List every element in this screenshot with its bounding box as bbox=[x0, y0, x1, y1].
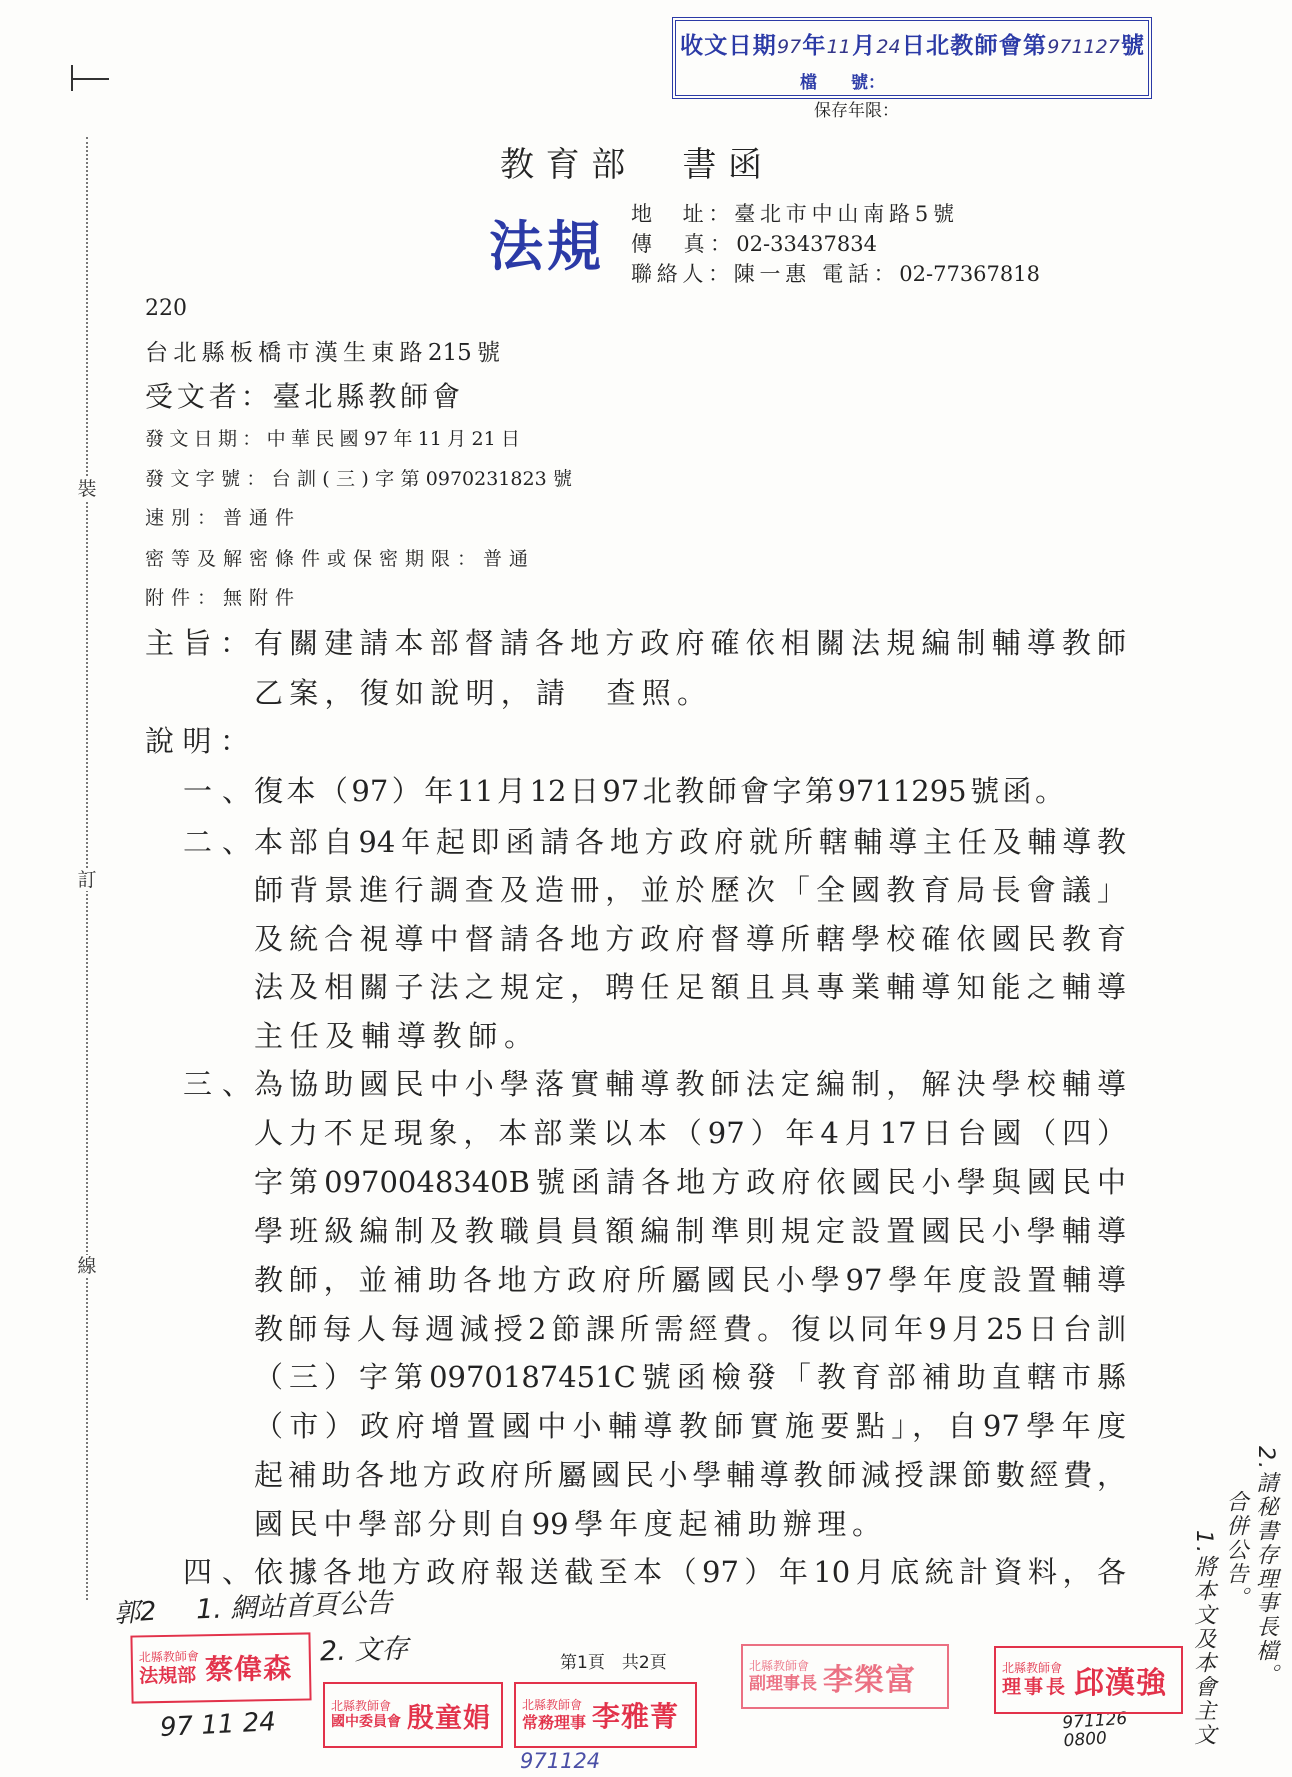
handwritten-date-right bbox=[1062, 1710, 1129, 1750]
item-line: （三）字第0970187451C號函檢發「教育部補助直轄市縣 bbox=[254, 1360, 1126, 1394]
seal-title: 常務理事 bbox=[522, 1712, 587, 1732]
receipt-day: 24 bbox=[876, 36, 901, 58]
receipt-year: 97 bbox=[776, 36, 802, 58]
receipt-stamp bbox=[672, 17, 1152, 99]
seal-org: 北縣教師會 bbox=[138, 1649, 199, 1665]
handwritten-initials: 郭2 bbox=[113, 1596, 158, 1630]
seal-left-column bbox=[139, 1650, 200, 1688]
handwritten-instruction-1: 1.將本文及本會主文 bbox=[1191, 1530, 1216, 1747]
receipt-year-unit: 年 bbox=[801, 33, 827, 59]
agency-contact: 聯絡人：陳一惠 電話：02-77367818 bbox=[631, 262, 1040, 286]
postal-code: 220 bbox=[145, 296, 187, 321]
seal-title: 理事長 bbox=[1002, 1675, 1069, 1698]
seal-name: 邱漢強 bbox=[1074, 1666, 1168, 1701]
item-line: 人力不足現象，本部業以本（97）年4月17日台國（四） bbox=[254, 1116, 1126, 1150]
binding-mark-ding: 訂 bbox=[77, 869, 97, 891]
handwritten-date-right-time: 0800 bbox=[1063, 1728, 1108, 1752]
binding-mark-zhuang: 裝 bbox=[77, 478, 97, 500]
seal-name: 殷童娟 bbox=[407, 1702, 491, 1734]
delivery-speed: 速別：普通件 bbox=[145, 507, 294, 529]
item-line: （市）政府增置國中小輔導教師實施要點」，自97學年度 bbox=[254, 1409, 1126, 1443]
item-line: 主任及輔導教師。 bbox=[254, 1019, 533, 1053]
binding-mark-xian: 線 bbox=[77, 1255, 97, 1277]
item-number: 四、 bbox=[183, 1555, 251, 1589]
handwritten-instruction-2: 2.請秘書存理事長檔。 bbox=[1253, 1446, 1278, 1687]
receipt-date-line bbox=[680, 31, 1144, 62]
attachment: 附件：無附件 bbox=[145, 587, 294, 609]
receipt-day-unit: 日北教師會第 bbox=[900, 33, 1048, 59]
recipient-name: 受文者：臺北縣教師會 bbox=[145, 380, 460, 413]
item-line: 復本（97）年11月12日97北教師會字第9711295號函。 bbox=[254, 774, 1064, 808]
agency-address: 地 址：臺北市中山南路5號 bbox=[631, 202, 954, 226]
handwritten-note-archive: 2. 文存 bbox=[319, 1633, 409, 1668]
agency-fax: 傳 真：02-33437834 bbox=[631, 232, 877, 256]
page-number: 第1頁 共2頁 bbox=[560, 1653, 667, 1673]
seal-org: 北縣教師會 bbox=[1002, 1661, 1063, 1676]
subject-label: 主旨： bbox=[145, 626, 249, 660]
receipt-prefix: 收文日期 bbox=[680, 33, 777, 59]
recipient-address: 台北縣板橋市漢生東路215號 bbox=[145, 340, 500, 366]
corner-mark-horizontal bbox=[71, 78, 109, 80]
document-title: 教育部 書函 bbox=[500, 145, 762, 185]
issue-date: 發文日期：中華民國97年11月21日 bbox=[145, 428, 520, 450]
handwritten-date-bottom: 971124 bbox=[520, 1749, 601, 1773]
handwritten-date-right-day: 971126 bbox=[1061, 1708, 1128, 1734]
item-line: 本部自94年起即函請各地方政府就所轄輔導主任及輔導教 bbox=[254, 825, 1126, 859]
seal-vice-chairman bbox=[741, 1644, 949, 1709]
item-number: 三、 bbox=[183, 1067, 251, 1101]
receipt-number: 971127 bbox=[1047, 36, 1120, 58]
seal-title: 國中委員會 bbox=[331, 1713, 401, 1730]
seal-name: 李榮富 bbox=[823, 1662, 916, 1698]
item-line: 為協助國民中小學落實輔導教師法定編制，解決學校輔導 bbox=[254, 1067, 1126, 1101]
secrecy-level: 密等及解密條件或保密期限：普通 bbox=[145, 548, 528, 570]
item-line: 師背景進行調查及造冊，並於歷次「全國教育局長會議」 bbox=[254, 873, 1126, 907]
seal-left-column bbox=[1002, 1661, 1068, 1698]
seal-chairman bbox=[994, 1646, 1183, 1714]
document-number: 發文字號：台訓(三)字第0970231823號 bbox=[145, 468, 572, 490]
item-number: 二、 bbox=[183, 825, 251, 859]
seal-title: 法規部 bbox=[138, 1664, 197, 1688]
seal-left-column bbox=[749, 1659, 817, 1694]
seal-name: 李雅菁 bbox=[592, 1700, 680, 1733]
subject-line: 有關建請本部督請各地方政府確依相關法規編制輔導教師 bbox=[254, 626, 1126, 660]
item-line: 教師，並補助各地方政府所屬國民小學97學年度設置輔導 bbox=[254, 1263, 1126, 1297]
explanation-label: 說明： bbox=[145, 724, 249, 758]
receipt-month-unit: 月 bbox=[850, 33, 877, 59]
file-number-label: 檔 號： bbox=[800, 73, 885, 93]
seal-org: 北縣教師會 bbox=[522, 1698, 583, 1713]
subject-line: 乙案，復如說明，請 查照。 bbox=[254, 676, 706, 710]
seal-name: 蔡偉森 bbox=[204, 1651, 293, 1687]
seal-title: 副理事長 bbox=[749, 1673, 817, 1694]
seal-org: 北縣教師會 bbox=[331, 1699, 392, 1714]
item-line: 學班級編制及教職員員額編制準則規定設置國民小學輔導 bbox=[254, 1214, 1126, 1248]
seal-org: 北縣教師會 bbox=[749, 1659, 810, 1674]
item-line: 起補助各地方政府所屬國民小學輔導教師減授課節數經費， bbox=[254, 1458, 1126, 1492]
item-line: 及統合視導中督請各地方政府督導所轄學校確依國民教育 bbox=[254, 922, 1126, 956]
receipt-number-unit: 號 bbox=[1119, 33, 1145, 59]
seal-left-column bbox=[522, 1698, 586, 1732]
receipt-month: 11 bbox=[826, 36, 851, 58]
item-line: 依據各地方政府報送截至本（97）年10月底統計資料，各 bbox=[254, 1555, 1126, 1589]
seal-left-column bbox=[331, 1699, 401, 1730]
seal-legal-department bbox=[130, 1632, 311, 1703]
category-stamp: 法規 bbox=[489, 214, 605, 278]
handwritten-instruction-1-continued: 合併公告。 bbox=[1223, 1490, 1248, 1610]
handwritten-note-website: 1. 網站首頁公告 bbox=[195, 1587, 393, 1626]
seal-junior-high-committee bbox=[323, 1682, 503, 1748]
item-line: 國民中學部分則自99學年度起補助辦理。 bbox=[254, 1507, 881, 1541]
item-line: 教師每人每週減授2節課所需經費。復以同年9月25日台訓 bbox=[254, 1312, 1126, 1346]
item-line: 字第0970048340B號函請各地方政府依國民小學與國民中 bbox=[254, 1165, 1126, 1199]
seal-executive-director bbox=[514, 1682, 697, 1748]
item-number: 一、 bbox=[183, 774, 251, 808]
handwritten-date-left: 97 11 24 bbox=[159, 1706, 277, 1744]
item-line: 法及相關子法之規定，聘任足額且具專業輔導知能之輔導 bbox=[254, 970, 1126, 1004]
retention-period-label: 保存年限： bbox=[814, 101, 899, 121]
